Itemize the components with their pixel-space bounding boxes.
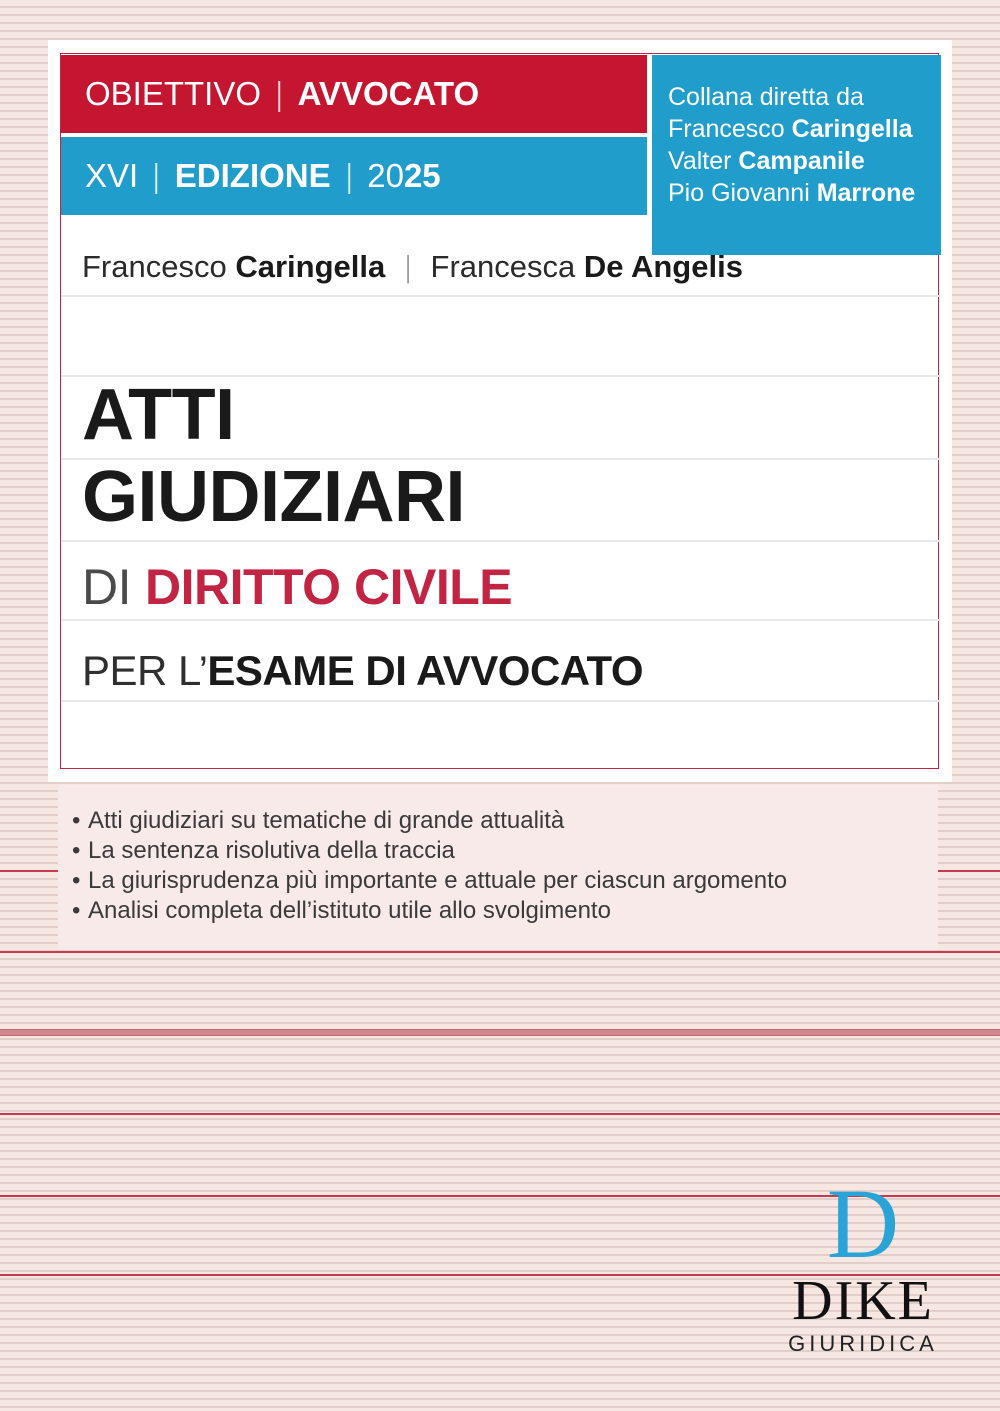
collana-intro: Collana diretta da bbox=[668, 83, 864, 111]
series-subject: AVVOCATO bbox=[297, 75, 480, 112]
bullet-item: • Atti giudiziari su tematiche di grande attualità bbox=[72, 807, 565, 834]
bullet-marker: • bbox=[72, 867, 81, 894]
edition-year-light: 20 bbox=[367, 157, 404, 194]
edition-year-bold: 25 bbox=[403, 157, 441, 194]
title-line-4-main: ESAME DI AVVOCATO bbox=[207, 647, 644, 694]
title-line-3-prefix: DI bbox=[82, 559, 131, 615]
collana-director: Valter Campanile bbox=[668, 147, 865, 175]
edition-word: EDIZIONE bbox=[174, 157, 331, 194]
bullet-marker: • bbox=[72, 897, 81, 924]
bullet-item: • Analisi completa dell’istituto utile allo svolgimento bbox=[72, 897, 611, 924]
pipe-separator: | bbox=[405, 249, 411, 284]
series-banner bbox=[61, 55, 647, 133]
accent-line-3 bbox=[0, 1113, 1000, 1115]
author-1: Francesco Caringella bbox=[82, 249, 386, 284]
title-line-4 bbox=[82, 621, 892, 709]
title-line-1: ATTI bbox=[82, 375, 235, 455]
author-2: Francesca De Angelis bbox=[430, 249, 743, 284]
rose-band bbox=[0, 1029, 1000, 1036]
ruled-line-1 bbox=[61, 295, 940, 297]
series-name: OBIETTIVO bbox=[85, 75, 262, 112]
collana-director: Pio Giovanni Marrone bbox=[668, 179, 916, 207]
title-line-3 bbox=[82, 542, 892, 628]
publisher-logo bbox=[788, 1168, 938, 1356]
highlights-list bbox=[72, 806, 938, 926]
dike-wordmark: DIKE bbox=[792, 1270, 934, 1332]
accent-line-2 bbox=[0, 951, 1000, 953]
title-line-4-prefix: PER L’ bbox=[82, 647, 208, 694]
bullet-item: • La giurisprudenza più importante e attuale per ciascun argomento bbox=[72, 867, 788, 894]
title-line-3-main: DIRITTO CIVILE bbox=[145, 559, 513, 615]
pipe-separator: | bbox=[345, 157, 352, 194]
bullet-marker: • bbox=[72, 837, 81, 864]
authors-line bbox=[82, 246, 922, 288]
collana-director: Francesco Caringella bbox=[668, 115, 913, 143]
pipe-separator: | bbox=[153, 157, 160, 194]
edition-banner bbox=[61, 137, 647, 215]
pipe-separator: | bbox=[276, 75, 283, 112]
collana-box bbox=[652, 55, 941, 255]
title-line-2: GIUDIZIARI bbox=[82, 457, 465, 537]
bullet-item: • La sentenza risolutiva della traccia bbox=[72, 837, 455, 864]
cover-card bbox=[48, 40, 952, 782]
edition-roman: XVI bbox=[85, 157, 139, 194]
bullet-marker: • bbox=[72, 807, 81, 834]
dike-tagline: GIURIDICA bbox=[788, 1331, 938, 1356]
highlights-box bbox=[58, 785, 938, 950]
dike-monogram-icon: D bbox=[826, 1168, 900, 1279]
